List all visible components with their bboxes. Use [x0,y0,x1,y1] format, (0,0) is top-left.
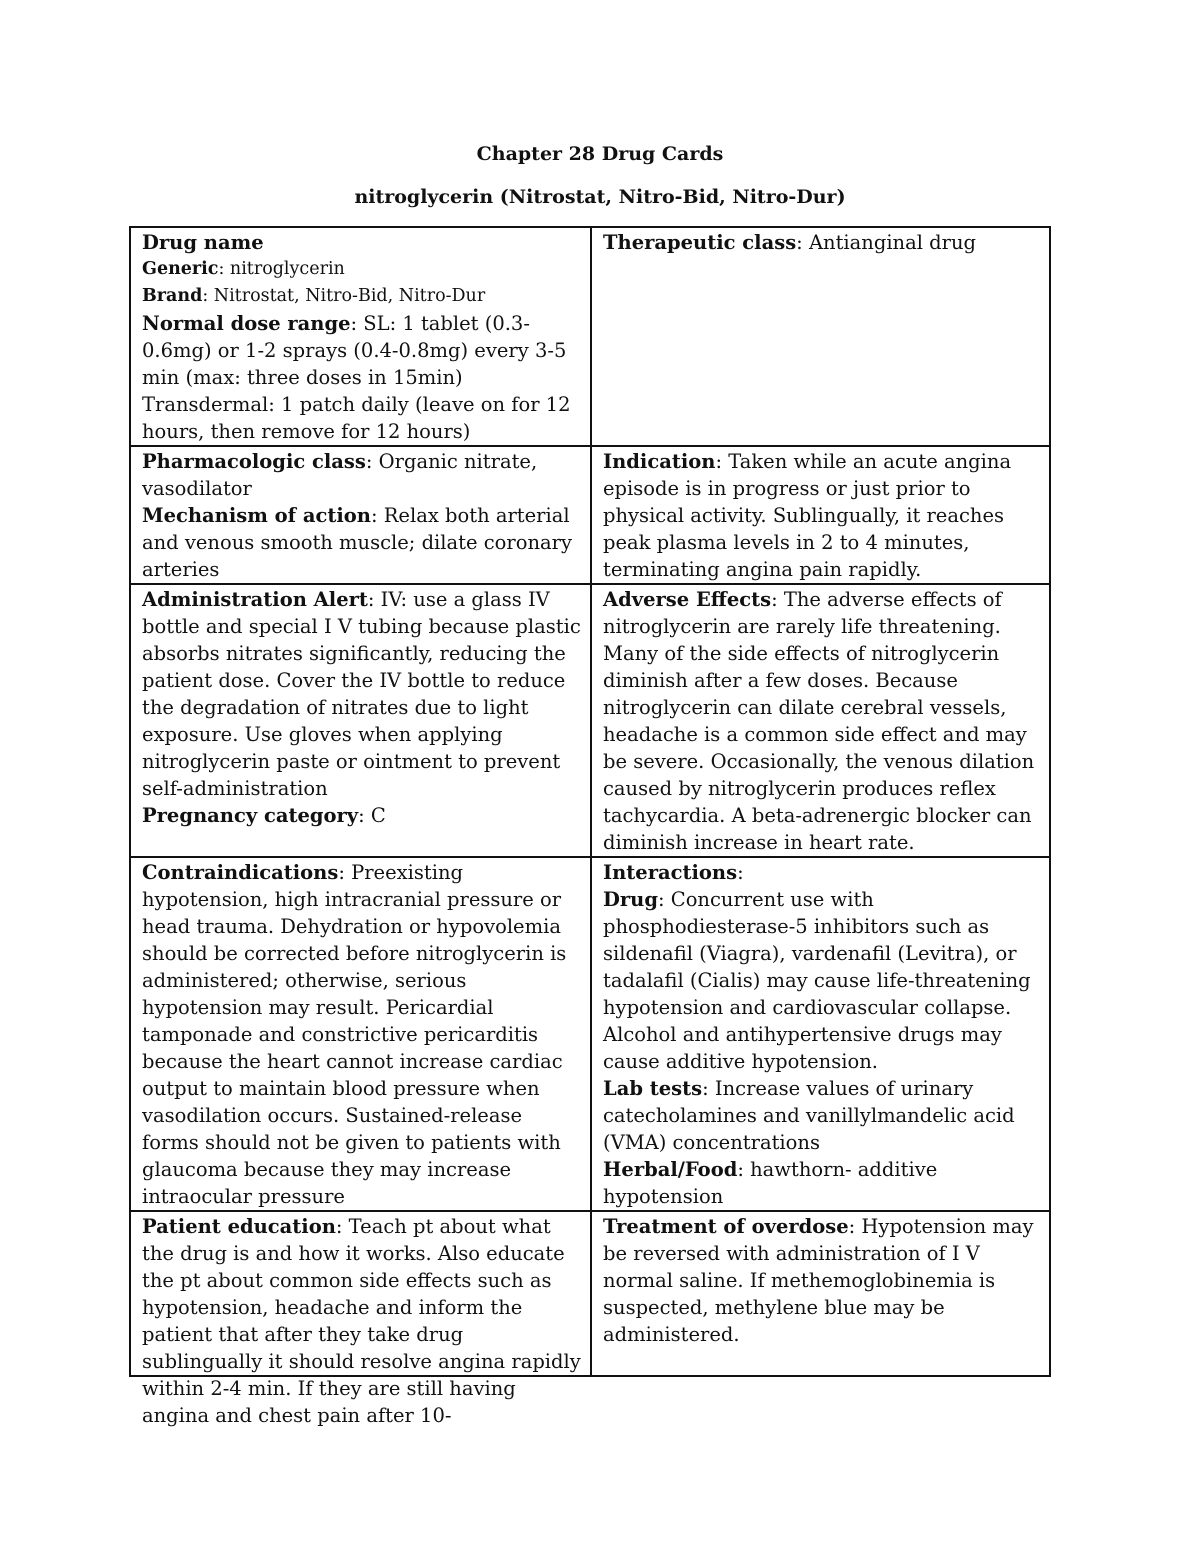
patient-education-text [142,1213,582,1427]
overdose-label: Treatment of overdose [603,1215,849,1238]
indication-cell [591,446,1050,584]
administration-cell [130,584,591,857]
lab-label: Lab tests [603,1077,703,1100]
brand-label: Brand [142,286,203,306]
herbal-label: Herbal/Food [603,1158,738,1181]
mechanism-of-action [142,502,582,583]
dose-transdermal: Transdermal: 1 patch daily (leave on for 12 hours, then remove for 12 hours) [142,393,571,443]
pregnancy-category [142,802,582,829]
administration-alert [142,586,582,802]
moa-value: : Relax both arterial and venous smooth muscle; dilate coronary arteries [142,504,572,581]
interactions-heading [603,859,1041,886]
therapeutic-class-cell [591,227,1050,446]
therapeutic-class-label: Therapeutic class [603,231,797,254]
interactions-cell [591,857,1050,1211]
lab-value: : Increase values of urinary catecholamines and vanillylmandelic acid (VMA) concentrations [603,1077,1015,1154]
pharmacologic-cell [130,446,591,584]
table-row [130,584,1050,857]
interactions-label: Interactions [603,861,738,884]
adverse-effects-cell [591,584,1050,857]
drug-name-cell [130,227,591,446]
adverse-effects-label: Adverse Effects [603,588,772,611]
drug-name-heading: Drug name [142,231,264,254]
drug-label: Drug [603,888,658,911]
dose-value: : SL: 1 tablet (0.3-0.6mg) or 1-2 sprays (0.4-0.8mg) every 3-5 min (max: three doses in 15min) [142,312,567,389]
administration-label: Administration Alert [142,588,368,611]
indication-label: Indication [603,450,716,473]
overdose-value: : Hypotension may be reversed with administration of I V normal saline. If methemoglobinemia is suspected, methylene blue may be administered. [603,1215,1034,1346]
page-subtitle: nitroglycerin (Nitrostat, Nitro-Bid, Nitro-Dur) [354,186,846,208]
generic-label: Generic [142,259,219,279]
brand-name [142,283,582,310]
indication-value: : Taken while an acute angina episode is in progress or just prior to physical activity. Sublingually, it reaches peak plasma levels in 2 to 4 minutes, terminating angina pain rapidly. [603,450,1012,581]
contraindications-value: : Preexisting hypotension, high intracranial pressure or head trauma. Dehydration or hypovolemia should be corrected before nitroglycerin is administered; otherwise, serious hypotension may result. Pericardial tamponade and constrictive pericarditis because the heart cannot increase cardiac output to maintain blood pressure when vasodilation occurs. Sustained-release forms should not be given to patients with glaucoma because they may increase intraocular pressure [142,861,567,1208]
overdose-cell [591,1211,1050,1376]
herbal-food [603,1156,1041,1210]
brand-value: : Nitrostat, Nitro-Bid, Nitro-Dur [202,286,486,306]
generic-value: : nitroglycerin [218,259,345,279]
pharmacologic-class-value: : Organic nitrate, vasodilator [142,450,538,500]
moa-label: Mechanism of action [142,504,371,527]
contraindications-label: Contraindications [142,861,339,884]
interactions-label-suffix: : [737,861,744,884]
table-row [130,446,1050,584]
pregnancy-value: : C [358,804,386,827]
drug-card-table [129,226,1051,1427]
lab-tests [603,1075,1041,1156]
table-row [130,227,1050,446]
table-row [130,1211,1050,1376]
contraindications-cell [130,857,591,1211]
pharmacologic-class [142,448,582,502]
dose-range [142,310,582,391]
adverse-effects-value: : The adverse effects of nitroglycerin are rarely life threatening. Many of the side effects of nitroglycerin diminish after a few doses. Because nitroglycerin can dilate cerebral vessels, headache is a common side effect and may be severe. Occasionally, the venous dilation caused by nitroglycerin produces reflex tachycardia. A beta-adrenergic blocker can diminish increase in heart rate. [603,588,1035,854]
patient-education-cell [130,1211,591,1427]
drug-value: : Concurrent use with phosphodiesterase-5 inhibitors such as sildenafil (Viagra), vardenafil (Levitra), or tadalafil (Cialis) may cause life-threatening hypotension and cardiovascular collapse. Alcohol and antihypertensive drugs may cause additive hypotension. [603,888,1031,1073]
pharmacologic-class-label: Pharmacologic class [142,450,366,473]
herbal-value: : hawthorn- additive hypotension [603,1158,938,1208]
generic-name [142,256,582,283]
therapeutic-class-value: : Antianginal drug [796,231,977,254]
administration-value: : IV: use a glass IV bottle and special I V tubing because plastic absorbs nitrates significantly, reducing the patient dose. Cover the IV bottle to reduce the degradation of nitrates due to light exposure. Use gloves when applying nitroglycerin paste or ointment to prevent self-administration [142,588,581,800]
dose-label: Normal dose range [142,312,351,335]
pregnancy-label: Pregnancy category [142,804,359,827]
page-title: Chapter 28 Drug Cards [476,143,724,165]
patient-education-value: : Teach pt about what the drug is and how it works. Also educate the pt about common side effects such as hypotension, headache and inform the patient that after they take drug sublingually it should resolve angina rapidly within 2-4 min. If they are still having angina and chest pain after 10- [142,1215,581,1427]
table-row [130,857,1050,1211]
patient-education-label: Patient education [142,1215,336,1238]
drug-interactions [603,886,1041,1075]
